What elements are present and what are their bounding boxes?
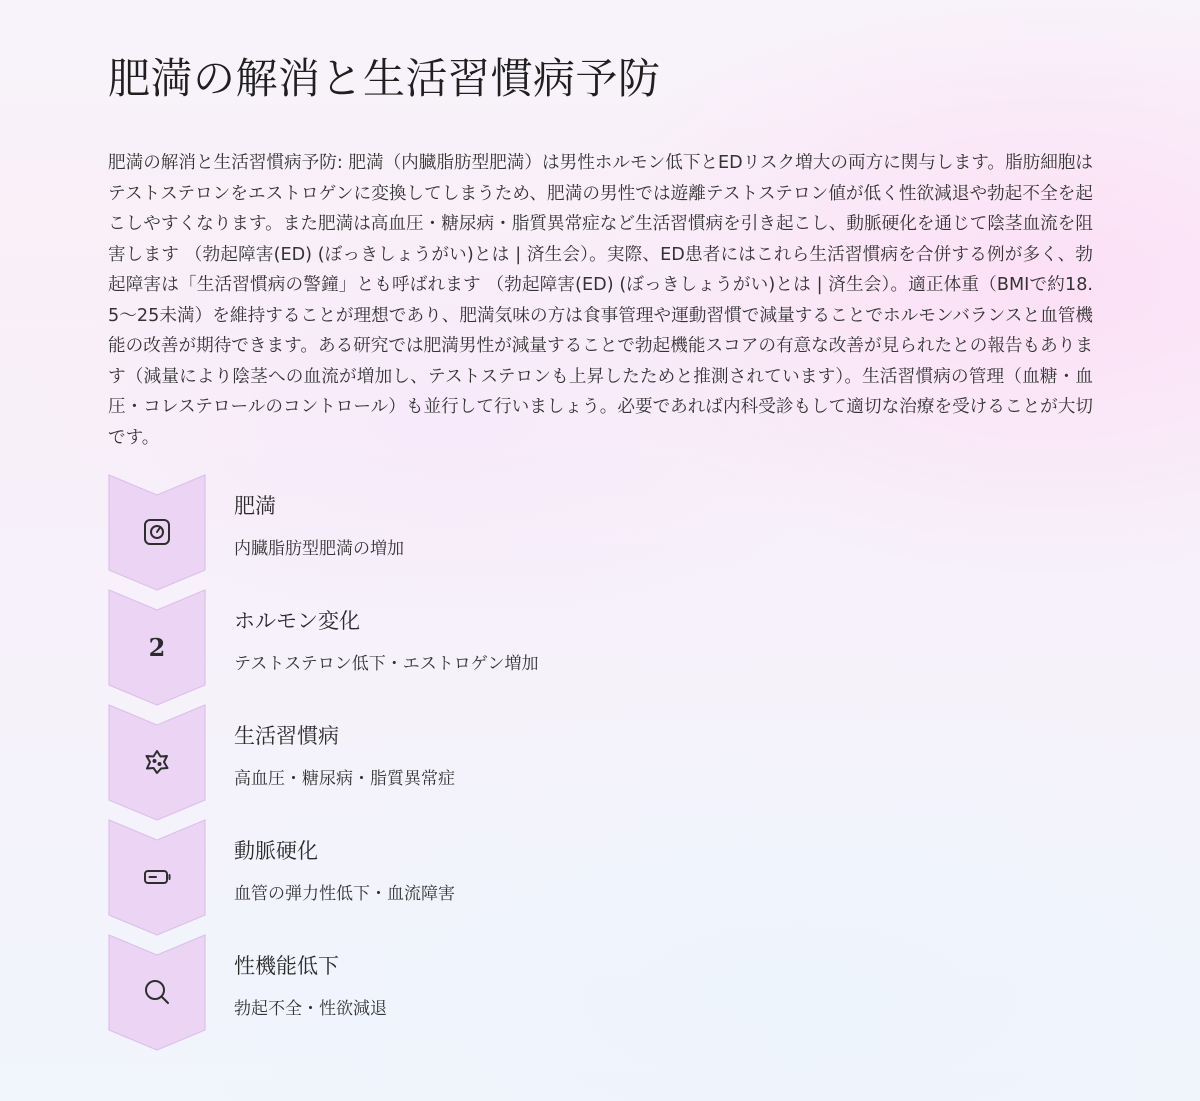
step-title: 肥満: [234, 494, 276, 518]
step-title: 生活習慣病: [234, 724, 339, 748]
step-description: 血管の弾力性低下・血流障害: [234, 884, 455, 904]
step-title: 動脈硬化: [234, 839, 318, 863]
flow-step-2: [108, 589, 1093, 704]
battery-low-icon: [135, 855, 179, 899]
flow-step-5: [108, 934, 1093, 1049]
body-paragraph: 肥満の解消と生活習慣病予防: 肥満（内臓脂肪型肥満）は男性ホルモン低下とEDリスク増大の両方に関与します。脂肪細胞はテストステロンをエストロゲンに変換してしまうため、肥満の男性では遊離テストステロン値が低く性欲減退や勃起不全を起こしやすくなります。また肥満は高血圧・糖尿病・脂質異常症など生活習慣病を引き起こし、動脈硬化を通じて陰茎血流を阻害します （勃起障害(ED) (ぼっきしょうがい)とは | 済生会）。実際、ED患者にはこれら生活習慣病を合併する例が多く、勃起障害は「生活習慣病の警鐘」とも呼ばれます （勃起障害(ED) (ぼっきしょうがい)とは | 済生会）。適正体重（BMIで約18.5〜25未満）を維持することが理想であり、肥満気味の方は食事管理や運動習慣で減量することでホルモンバランスと血管機能の改善が期待できます。ある研究では肥満男性が減量することで勃起機能スコアの有意な改善が見られたとの報告もあります（減量により陰茎への血流が増加し、テストステロンも上昇したためと推測されています）。生活習慣病の管理（血糖・血圧・コレステロールのコントロール）も並行して行いましょう。必要であれば内科受診もして適切な治療を受けることが大切です。: [108, 153, 1093, 448]
virus-icon: [135, 740, 179, 784]
scale-icon: [135, 510, 179, 554]
step-description: テストステロン低下・エストロゲン増加: [234, 654, 539, 674]
flow-steps: [108, 474, 1093, 1049]
flow-step-4: [108, 819, 1093, 934]
step-description: 勃起不全・性欲減退: [234, 999, 387, 1019]
step-number-label: 2: [148, 632, 166, 662]
step-number: [135, 625, 179, 669]
flow-step-1: [108, 474, 1093, 589]
search-icon: [135, 970, 179, 1014]
step-description: 内臓脂肪型肥満の増加: [234, 539, 404, 559]
flow-step-3: [108, 704, 1093, 819]
page-title: 肥満の解消と生活習慣病予防: [108, 54, 661, 103]
step-title: ホルモン変化: [234, 609, 360, 633]
step-title: 性機能低下: [234, 954, 339, 978]
step-description: 高血圧・糖尿病・脂質異常症: [234, 769, 455, 789]
